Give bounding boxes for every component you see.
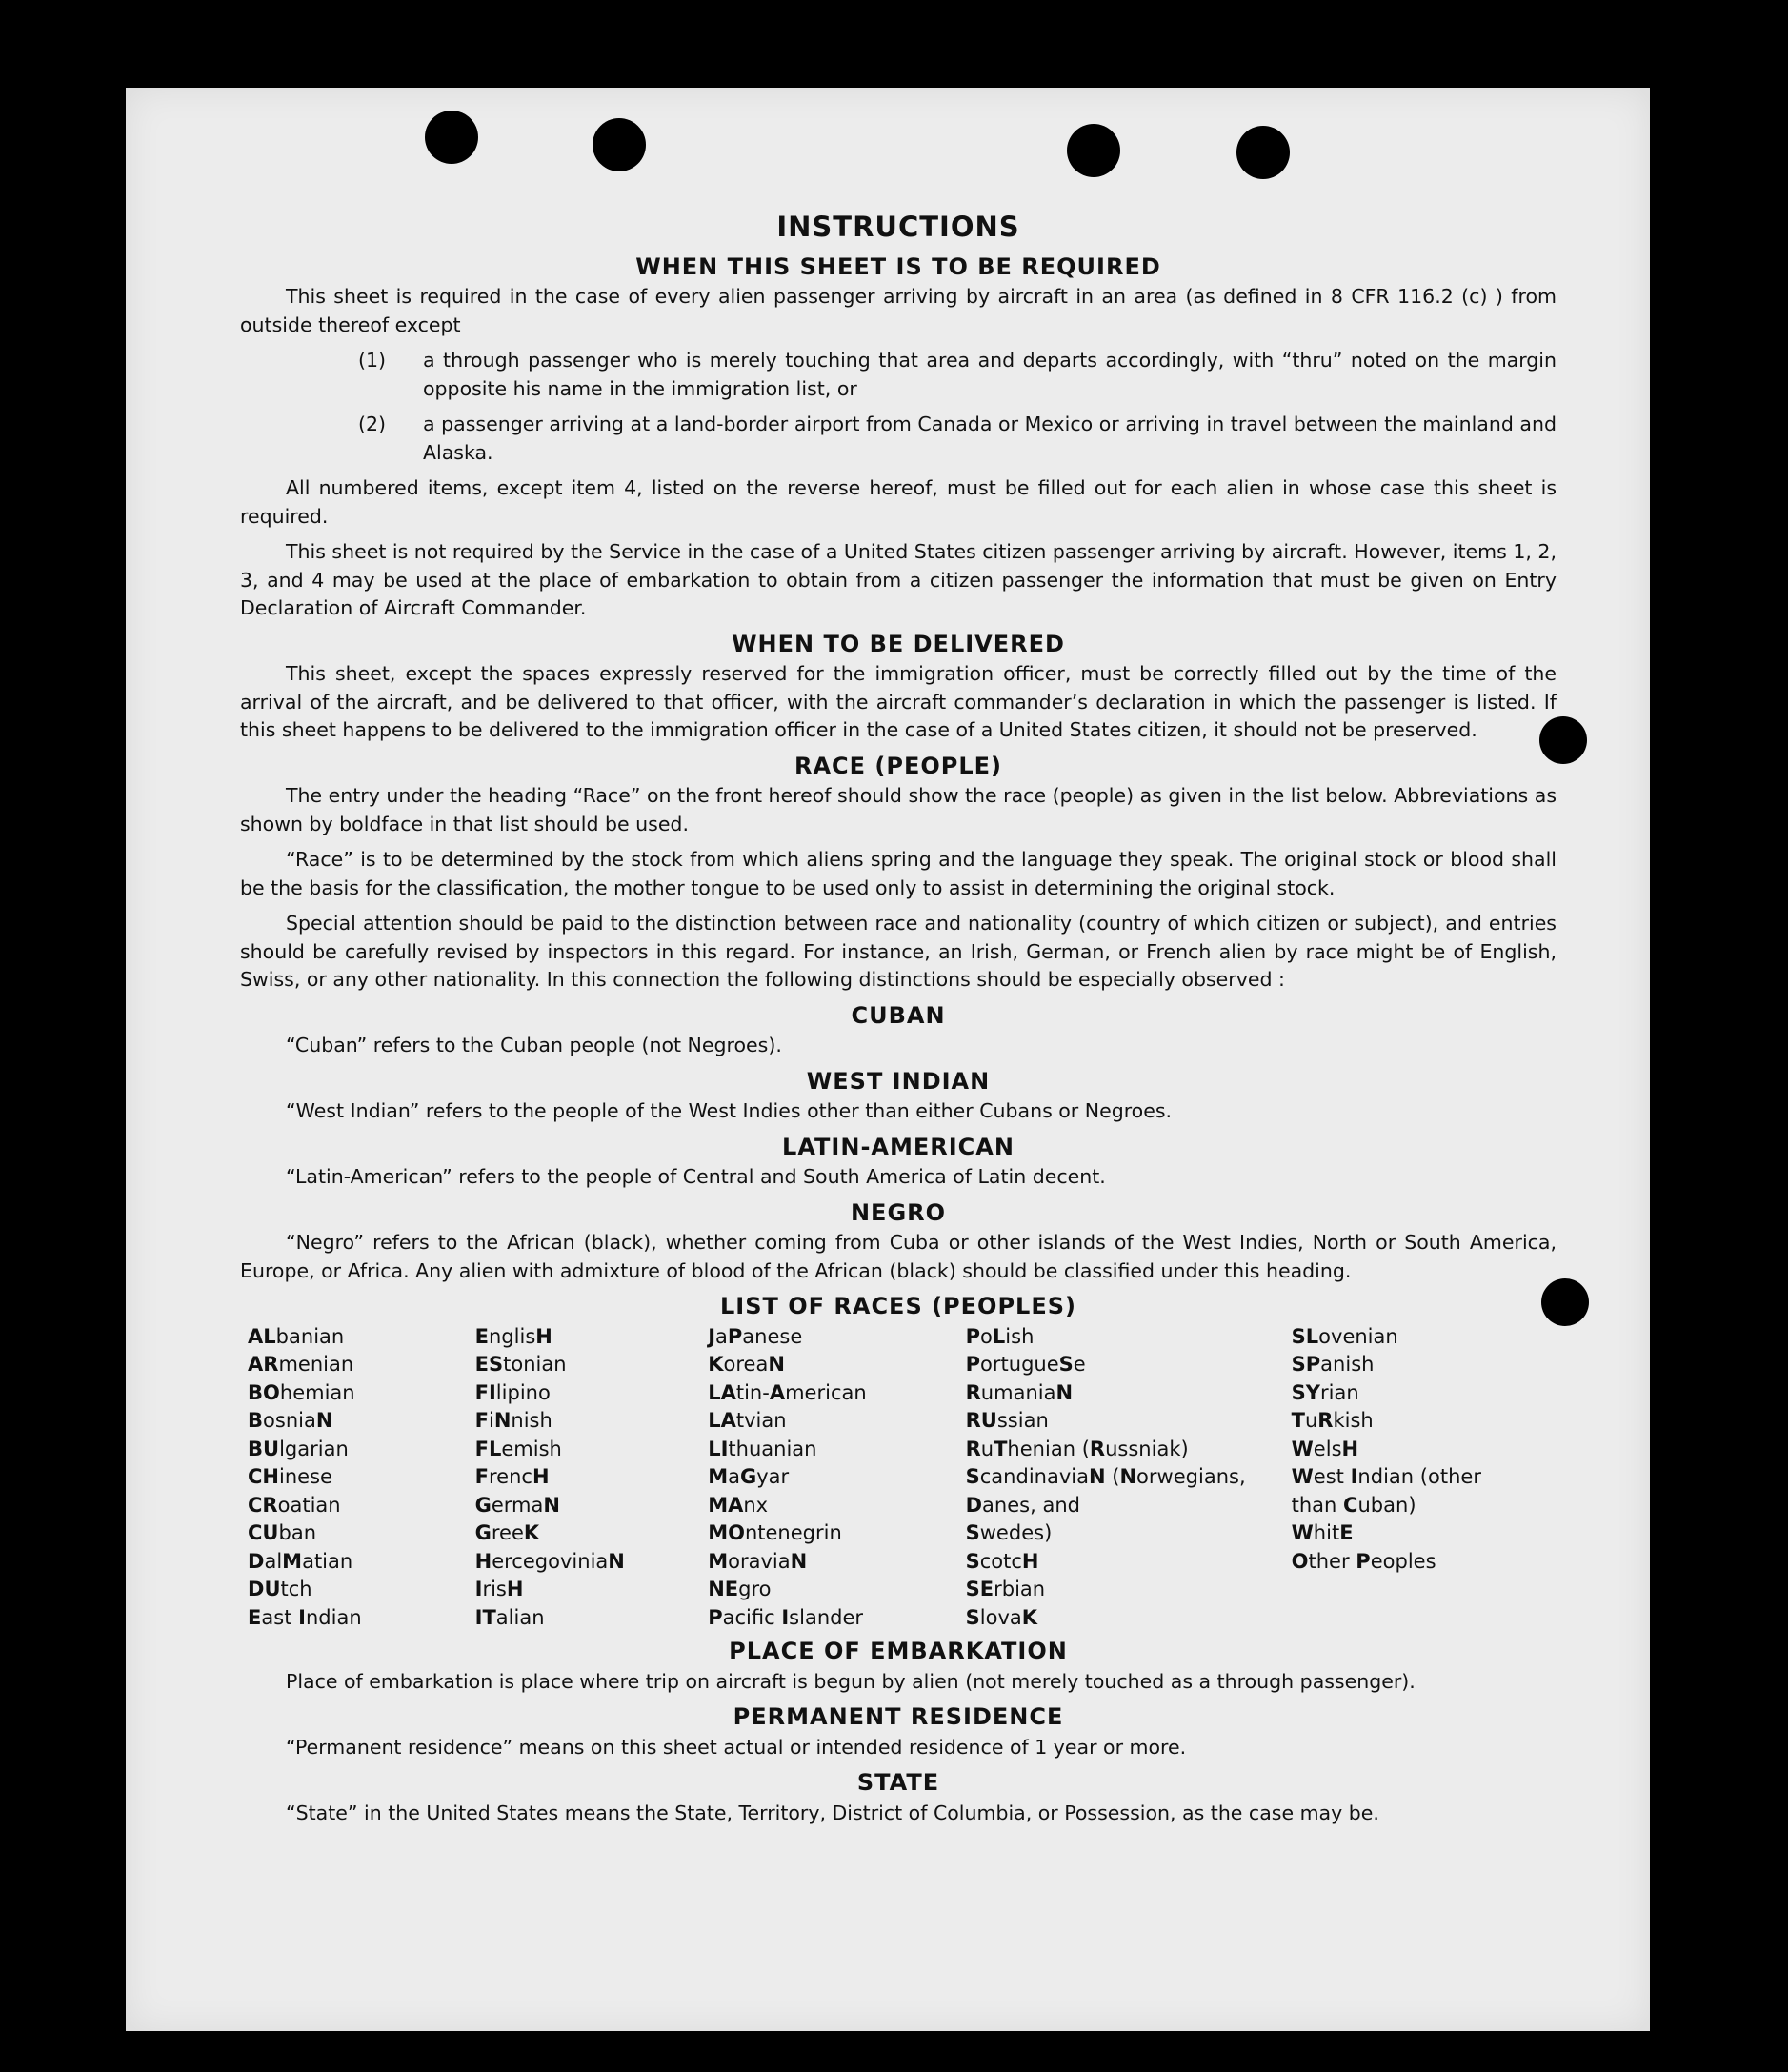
page-title: INSTRUCTIONS bbox=[776, 211, 1020, 243]
heading-race: RACE (PEOPLE) bbox=[794, 752, 1003, 779]
punch-hole bbox=[1236, 126, 1290, 179]
heading-state: STATE bbox=[856, 1769, 940, 1796]
races-column bbox=[708, 1323, 965, 1633]
race-entry: Pacifc Islander bbox=[708, 1605, 864, 1629]
race-entry: TuRkish bbox=[1291, 1409, 1374, 1432]
required-intro: This sheet is required in the case of every alien passenger arriving by aircraft in an area (as defined in 8 CFR 116.2 (c) ) from outside thereof except bbox=[240, 285, 1557, 336]
heading-cuban: CUBAN bbox=[851, 1001, 946, 1029]
races-column bbox=[475, 1323, 709, 1633]
race-entry: BOhemian bbox=[248, 1380, 355, 1404]
required-para3: This sheet is not required by the Service in the case of a United States citizen passenger arriving by aircraft. However, items 1, 2, 3, and 4 may be used at the place of embarkation to obtain from a citizen passenger the information that must be given on Entry Declaration of Aircraft Commander. bbox=[240, 540, 1557, 619]
race-entry: East Indian bbox=[248, 1605, 362, 1629]
latin-american-text: “Latin-American” refers to the people of Central and South America of Latin decent. bbox=[286, 1165, 1106, 1188]
race-entry: FIlipino bbox=[474, 1380, 551, 1404]
state-text: “State” in the United States means the State, Territory, District of Columbia, or Possession, as the case may be. bbox=[286, 1800, 1379, 1824]
races-column bbox=[966, 1323, 1292, 1633]
race-entry: MAnx bbox=[708, 1493, 769, 1517]
race-para1: The entry under the heading “Race” on the front hereof should show the race (people) as given in the list below. Abbreviations as shown by boldface in that list should be used. bbox=[240, 784, 1557, 835]
race-entry: MaGyar bbox=[708, 1465, 790, 1488]
race-entry: LAtin-American bbox=[708, 1380, 867, 1404]
race-entry: SPanish bbox=[1291, 1353, 1375, 1376]
race-entry: IrisH bbox=[474, 1578, 524, 1600]
race-entry: BosniaN bbox=[248, 1409, 333, 1432]
race-entry: RUssian bbox=[965, 1409, 1049, 1432]
race-entry: WhitE bbox=[1291, 1521, 1354, 1544]
races-column bbox=[248, 1323, 475, 1633]
heading-list-of-races: LIST OF RACES (PEOPLES) bbox=[720, 1293, 1076, 1319]
race-entry: EnglisH bbox=[474, 1324, 552, 1348]
race-entry: West Indian (other bbox=[1291, 1465, 1481, 1488]
race-entry: MOntenegrin bbox=[708, 1521, 842, 1544]
race-entry: KoreaN bbox=[708, 1353, 785, 1376]
race-entry: DalMatian bbox=[248, 1549, 353, 1573]
race-entry: ScotcH bbox=[965, 1549, 1039, 1573]
race-entry: SErbian bbox=[965, 1578, 1046, 1600]
item-number: (2) bbox=[358, 412, 387, 435]
item-text: a through passenger who is merely touching that area and departs accordingly, with “thru” noted on the margin opposite his name in the immigration list, or bbox=[423, 349, 1557, 400]
race-entry: SYrian bbox=[1291, 1380, 1359, 1404]
race-entry: HercegoviniaN bbox=[474, 1549, 625, 1573]
item-number: (1) bbox=[358, 349, 387, 372]
race-entry: EStonian bbox=[474, 1353, 567, 1376]
race-entry: Swedes) bbox=[965, 1521, 1053, 1544]
race-entry: PortugueSe bbox=[965, 1353, 1086, 1376]
race-entry: ALbanian bbox=[248, 1324, 345, 1348]
heading-residence: PERMANENT RESIDENCE bbox=[733, 1703, 1064, 1730]
item-text: a passenger arriving at a land-border airport from Canada or Mexico or arriving in travel between the mainland and Alaska. bbox=[423, 412, 1557, 464]
race-entry: FLemish bbox=[474, 1437, 562, 1460]
race-entry: FrencH bbox=[474, 1465, 550, 1488]
west-indian-text: “West Indian” refers to the people of the West Indies other than either Cubans or Negroes. bbox=[286, 1099, 1173, 1122]
races-table bbox=[240, 1323, 1557, 1633]
negro-text: “Negro” refers to the African (black), whether coming from Cuba or other islands of the West Indies, North or South America, Europe, or Africa. Any alien with admixture of blood of the African (black) should be classified under this heading. bbox=[240, 1231, 1557, 1282]
race-entry: Danes, and bbox=[965, 1493, 1081, 1517]
race-entry: CHinese bbox=[248, 1465, 332, 1488]
required-para2: All numbered items, except item 4, listed on the reverse hereof, must be filled out for each alien in whose case this sheet is required. bbox=[240, 476, 1557, 528]
heading-negro: NEGRO bbox=[850, 1198, 947, 1226]
document-sheet bbox=[126, 88, 1650, 2031]
residence-text: “Permanent residence” means on this sheet actual or intended residence of 1 year or more. bbox=[286, 1735, 1187, 1759]
exception-item bbox=[240, 347, 1557, 403]
race-entry: GermaN bbox=[474, 1493, 560, 1517]
race-entry: GreeK bbox=[474, 1521, 540, 1544]
race-entry: ARmenian bbox=[248, 1353, 354, 1376]
heading-required: WHEN THIS SHEET IS TO BE REQUIRED bbox=[635, 252, 1161, 280]
embarkation-text: Place of embarkation is place where trip on aircraft is begun by alien (not merely touched as a through passenger). bbox=[286, 1669, 1416, 1693]
punch-hole bbox=[593, 118, 646, 171]
race-entry: RumaniaN bbox=[965, 1380, 1074, 1404]
race-entry: MoraviaN bbox=[708, 1549, 808, 1573]
race-entry: CRoatian bbox=[248, 1493, 341, 1517]
heading-latin-american: LATIN-AMERICAN bbox=[782, 1133, 1015, 1160]
race-entry: FiNnish bbox=[474, 1409, 552, 1432]
race-entry: WelsH bbox=[1291, 1437, 1359, 1460]
punch-hole bbox=[425, 111, 478, 164]
heading-delivered: WHEN TO BE DELIVERED bbox=[732, 630, 1065, 657]
heading-west-indian: WEST INDIAN bbox=[806, 1067, 991, 1095]
race-entry: JaPanese bbox=[708, 1324, 803, 1348]
cuban-text: “Cuban” refers to the Cuban people (not Negroes). bbox=[286, 1034, 782, 1056]
race-entry: ITalian bbox=[474, 1605, 545, 1629]
race-entry: SlovaK bbox=[965, 1605, 1038, 1629]
race-entry: LAtvian bbox=[708, 1409, 787, 1432]
race-entry: SLovenian bbox=[1291, 1324, 1398, 1348]
exception-item bbox=[240, 411, 1557, 467]
race-entry: Other Peoples bbox=[1291, 1549, 1436, 1573]
race-entry: LIthuanian bbox=[708, 1437, 817, 1460]
race-entry: CUban bbox=[248, 1521, 317, 1544]
race-entry: PoLish bbox=[965, 1324, 1035, 1348]
race-entry: ScandinaviaN (Norwegians, bbox=[965, 1465, 1246, 1488]
race-entry: BUlgarian bbox=[248, 1437, 349, 1460]
race-para2: “Race” is to be determined by the stock from which aliens spring and the language they speak. The original stock or blood shall be the basis for the classification, the mother tongue to be used only to assist in determining the original stock. bbox=[240, 848, 1557, 899]
races-column bbox=[1292, 1323, 1557, 1633]
race-entry: than Cuban) bbox=[1291, 1493, 1416, 1517]
delivered-text: This sheet, except the spaces expressly reserved for the immigration officer, must be correctly filled out by the time of the arrival of the aircraft, and be delivered to that officer, with the aircraft commander’s declaration in which the passenger is listed. If this sheet happens to be delivered to the immigration officer in the case of a United States citizen, it should not be preserved. bbox=[240, 662, 1557, 741]
heading-embarkation: PLACE OF EMBARKATION bbox=[729, 1638, 1068, 1664]
race-entry: RuThenian (Russniak) bbox=[965, 1437, 1189, 1460]
race-entry: DUtch bbox=[248, 1578, 312, 1600]
punch-hole bbox=[1067, 124, 1120, 177]
instructions-content bbox=[240, 213, 1557, 1835]
race-entry: NEgro bbox=[708, 1578, 772, 1600]
race-para3: Special attention should be paid to the distinction between race and nationality (country of which citizen or subject), and entries should be carefully revised by inspectors in this regard. For instance, an Irish, German, or French alien by race might be of English, Swiss, or any other nationality. In this connection the following distinctions should be especially observed : bbox=[240, 912, 1557, 991]
